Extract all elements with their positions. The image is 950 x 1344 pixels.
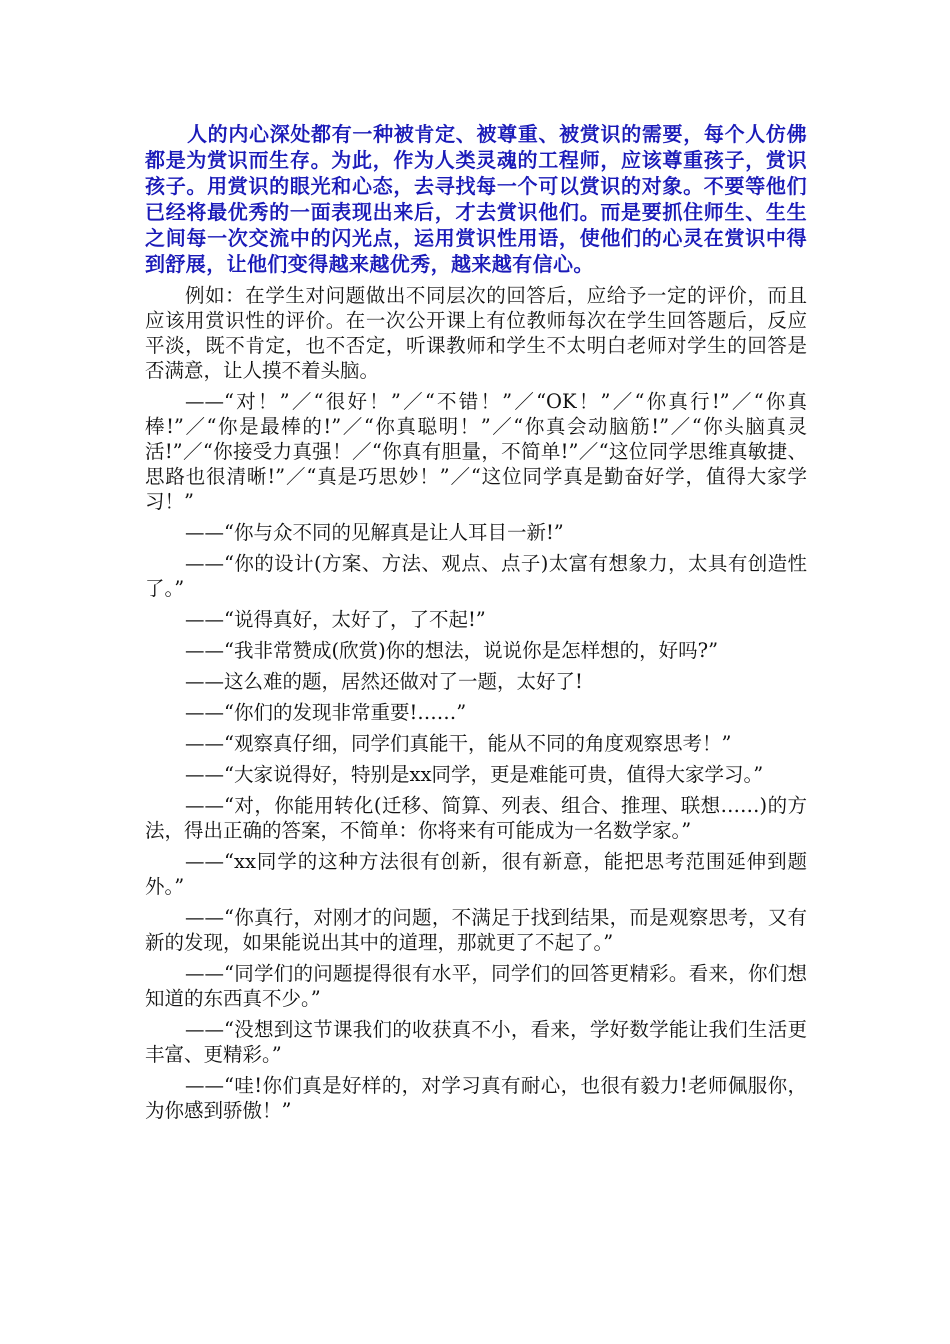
praise-item: ——“你们的发现非常重要!……” bbox=[185, 701, 467, 724]
praise-item: ——“你的设计(方案、方法、观点、点子)太富有想象力，太具有创造性了。” bbox=[145, 552, 807, 600]
praise-item: ——“说得真好，太好了，了不起!” bbox=[185, 608, 486, 631]
praise-item: ——“对，你能用转化(迁移、简算、列表、组合、推理、联想……)的方法，得出正确的答案，不简单：你将来有可能成为一名数学家。” bbox=[145, 794, 807, 842]
praise-item: ——“没想到这节课我们的收获真不小，看来，学好数学能让我们生活更丰富、更精彩。” bbox=[145, 1018, 807, 1066]
praise-item: ——“你真行，对刚才的问题，不满足于找到结果，而是观察思考，又有新的发现，如果能说出其中的道理，那就更了不起了。” bbox=[145, 906, 807, 954]
praise-item: ——“大家说得好，特别是xx同学，更是难能可贵，值得大家学习。” bbox=[185, 763, 764, 786]
praise-item: ——“同学们的问题提得很有水平，同学们的回答更精彩。看来，你们想知道的东西真不少。” bbox=[145, 962, 807, 1010]
praise-item: ——“xx同学的这种方法很有创新，很有新意，能把思考范围延伸到题外。” bbox=[145, 850, 807, 898]
praise-item: ——“哇!你们真是好样的，对学习真有耐心，也很有毅力!老师佩服你，为你感到骄傲！” bbox=[145, 1074, 807, 1122]
example-paragraph: 例如：在学生对问题做出不同层次的回答后，应给予一定的评价，而且应该用赏识性的评价。在一次公开课上有位教师每次在学生回答题后，反应平淡，既不肯定，也不否定，听课教师和学生不太明白老师对学生的回答是否满意，让人摸不着头脑。 bbox=[145, 284, 807, 382]
praise-item: ——“你与众不同的见解真是让人耳目一新!” bbox=[185, 521, 564, 544]
document-body bbox=[145, 121, 807, 1128]
praise-phrases-paragraph: ——“对！”／“很好！”／“不错！”／“OK！”／“你真行!”／“你真棒!”／“你是最棒的!”／“你真聪明！”／“你真会动脑筋!”／“你头脑真灵活!”／“你接受力真强！／“你真有胆量，不简单!”／“这位同学思维真敏捷、思路也很清晰!”／“真是巧思妙！”／“这位同学真是勤奋好学，值得大家学习！” bbox=[145, 390, 807, 513]
intro-paragraph: 人的内心深处都有一种被肯定、被尊重、被赏识的需要，每个人仿佛都是为赏识而生存。为此，作为人类灵魂的工程师，应该尊重孩子，赏识孩子。用赏识的眼光和心态，去寻找每一个可以赏识的对象。不要等他们已经将最优秀的一面表现出来后，才去赏识他们。而是要抓住师生、生生之间每一次交流中的闪光点，运用赏识性用语，使他们的心灵在赏识中得到舒展，让他们变得越来越优秀，越来越有信心。 bbox=[145, 122, 807, 276]
praise-item: ——“观察真仔细，同学们真能干，能从不同的角度观察思考！” bbox=[185, 732, 732, 755]
praise-item: ——“我非常赞成(欣赏)你的想法，说说你是怎样想的，好吗?” bbox=[185, 639, 719, 662]
praise-item: ——这么难的题，居然还做对了一题，太好了! bbox=[185, 670, 583, 693]
